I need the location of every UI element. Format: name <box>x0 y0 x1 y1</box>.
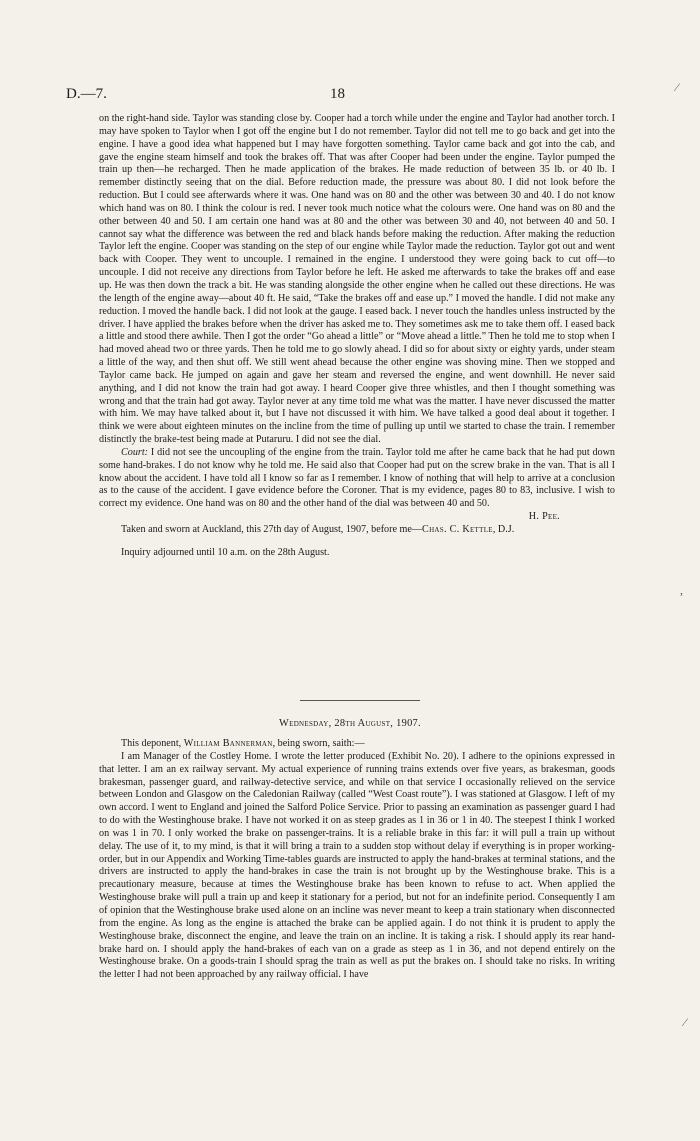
margin-mark-top: ⁄ <box>676 80 679 94</box>
deponent-name: William Bannerman <box>183 738 273 749</box>
section-divider <box>300 700 420 701</box>
testimony-block <box>99 113 615 560</box>
margin-mark-bottom: ⁄ <box>684 1015 687 1029</box>
deponent-prefix: This deponent, <box>121 738 184 749</box>
date-heading: Wednesday, 28th August, 1907. <box>279 718 421 729</box>
page-number: 18 <box>330 86 345 102</box>
court-text: I did not see the uncoupling of the engine from the train. Taylor told me after he came back that he had put down some hand-brakes. I do not know why he told me. He said also that Cooper had put on the screw brake in the van. That is all I know about the accident. I have told all I know so far as I remember. I know of nothing that will help to arrive at a conclusion as to the cause of the accident. I gave evidence before the Coroner. That is my evidence, pages 80 to 83, inclusive. I wish to correct my evidence. One hand was on 80 and the other hand of the dial was between 40 and 50. <box>99 446 615 510</box>
adjourned-note: Inquiry adjourned until 10 a.m. on the 28th August. <box>121 546 330 558</box>
sworn-prefix: Taken and sworn at Auckland, this 27th day of August, 1907, before me— <box>121 524 423 535</box>
bannerman-block <box>99 738 615 982</box>
sworn-name: Chas. C. Kettle <box>422 524 493 535</box>
bannerman-paragraph: I am Manager of the Costley Home. I wrote the letter produced (Exhibit No. 20). I adhere to the opinions expressed in that letter. I am an ex railway servant. My actual experience of running trains extends over five years, as brakesman, goods brakesman, passenger guard, and railway-detective service, and while on that service I occasionally relieved on the service between London and Glasgow on the Caledonian Railway (called “West Coast route”). I was stationed at Glasgow. I left of my own accord. I went to England and joined the Salford Police Service. Prior to passing an examination as passenger guard I had to do with the Westinghouse brake. I have not worked it on as steep grades as 1 in 36 or 1 in 40. The steepest I think I worked on was 1 in 70. I only worked the brake on passenger-trains. It is a reliable brake in this far: it will pull a train up without delay. The use of it, to my mind, is that it will bring a train to a sudden stop without delay if everything is in proper working-order, but in our Appendix and Working Time-tables guards are instructed to apply the hand-brakes at terminal stations, and the drivers are instructed to apply the hand-brakes in case the train is not brought up by the Westinghouse brake. This is a precautionary measure, because at times the Westinghouse brake has been known to refuse to act. When applied the Westinghouse brake will pull a train up and keep it stationary for a period, but not for an indefinite period. Consequently I am of opinion that the Westinghouse brake used alone on an incline was never meant to keep a train stationary when disconnected from the engine. As long as the engine is attached the brake can be applied again. I do not think it is prudent to apply the Westinghouse brake, disconnect the engine, and leave the train on an incline. It is taking a risk. I should apply its rear hand-brake hard on. I should apply the hand-brakes of each van on a grade as steep as 1 in 36, and not depend entirely on the Westinghouse brake. On a goods-train I should sprag the train as well as put the brakes on. I should take no risks. In writing the letter I had not been approached by any railway official. I have <box>99 750 615 981</box>
deponent-intro <box>99 738 615 751</box>
deponent-suffix: , being sworn, saith:— <box>272 738 365 749</box>
document-reference: D.—7. <box>66 86 107 102</box>
signature: H. Pee. <box>528 511 560 523</box>
margin-mark-middle: , <box>680 583 683 597</box>
sworn-statement <box>99 524 615 537</box>
sworn-suffix: , D.J. <box>492 524 515 535</box>
court-label: Court: <box>121 446 149 458</box>
testimony-paragraph: on the right-hand side. Taylor was standing close by. Cooper had a torch while under the engine and Taylor had another torch. I may have spoken to Taylor when I got off the engine but I do not remember. Taylor did not tell me to go back and get into the engine. I have a good idea what happened but I may have forgotten something. Taylor came back and got into the cab, and gave the engine steam himself and took the brakes off. That was after Cooper had been under the engine. Taylor pumped the train up then—he recharged. Then he made application of the brakes. He made reduction of between 35 lb. or 40 lb. I remember distinctly seeing that on the dial. Before reduction made, the pressure was about 80. I did not look before the reduction. But I could see afterwards where it was. One hand was on 80 and the other was between 30 and 40. I do not know which hand was on 80. I think the colour is red. I never took much notice what the colours were. One hand was on 80 and the other between 40 and 50. I am certain one hand was at 80 and the other was between 30 and 40, not between 40 and 50. I cannot say what the difference was between the red and black hands before making the reduction. After making the reduction Taylor left the engine. Cooper was standing on the step of our engine while Taylor made the reduction. Taylor got out and went back with Cooper. They went to uncouple. I remained in the engine. I understood they were going back to cut off—to uncouple. I did not receive any directions from Taylor before he left. He asked me afterwards to take the brakes off and ease up. He was then down the track a bit. He was standing alongside the other engine when he called out these directions. He was the length of the engine away—about 40 ft. He said, “Take the brakes off and ease up.” I moved the handle. I did not make any reduction. I moved the handle back. I did not look at the gauge. I eased back. I never touch the handles unless instructed by the driver. I have applied the brakes before when the driver has asked me to. They sometimes ask me to take them off. I eased back a little and stood there awhile. Then I got the order “Go ahead a little” or “Move ahead a little.” Then he told me to stop when I had moved ahead two or three yards. Then he told me to go slowly ahead. I did so for about sixty or eighty yards, under steam a little of the way, and then shut off. We still went ahead because the other engine was shoving mine. Then we stopped and Taylor came back. He jumped on again and gave her steam and reversed the engine, and went downhill. He never said anything, and I did not know the train had got away. I heard Cooper give three whistles, and then I thought something was wrong and that the train had got away. Taylor never at any time told me what was the matter. I have never discussed the matter with him. We may have talked about it, but I have not discussed it with him. We have talked a good deal about it together. I think we were about eighteen minutes on the incline from the time of pulling up until we started to chase the train. I remember distinctly the brake-test being made at Putaruru. I did not see the dial. <box>99 113 615 446</box>
court-paragraph <box>99 447 615 511</box>
